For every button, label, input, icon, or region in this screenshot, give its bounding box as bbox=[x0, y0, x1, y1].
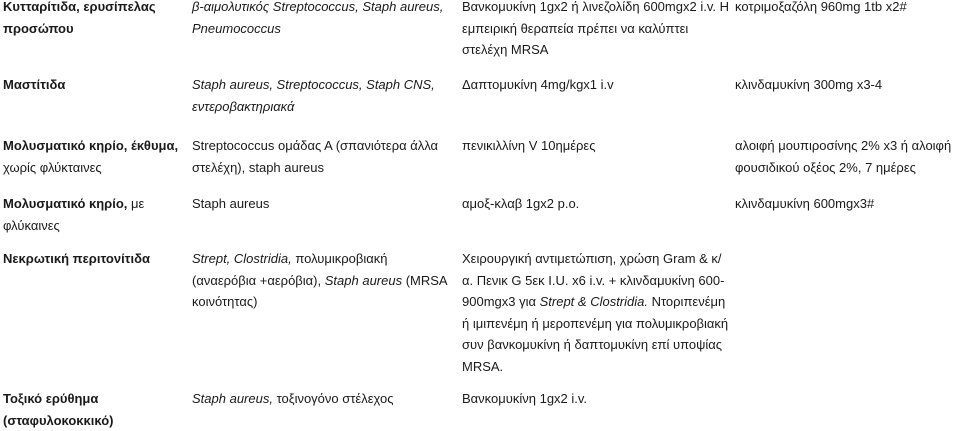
alternative-treatment-cell bbox=[735, 0, 960, 18]
cell-text: (MRSA κοινότητας) bbox=[192, 272, 447, 309]
cell-text: Νεκρωτική περιτονίτιδα bbox=[3, 251, 150, 266]
alternative-treatment-cell bbox=[735, 193, 960, 215]
cell-text: Βανκομυκίνη 1gx2 ή λινεζολίδη 600mgx2 i.v. Η εμπειρική θεραπεία πρέπει να καλύπτει στελέχη MRSA bbox=[462, 0, 729, 57]
cell-text: κλινδαμυκίνη 600mgx3# bbox=[735, 196, 875, 211]
pathogen-cell bbox=[192, 248, 454, 313]
condition-cell bbox=[3, 74, 183, 96]
cell-text: Staph aureus bbox=[324, 272, 403, 288]
condition-cell bbox=[3, 135, 183, 178]
pathogen-cell bbox=[192, 135, 454, 178]
cell-text: Strept, Clostridia, bbox=[192, 251, 292, 266]
cell-text: Staph aureus bbox=[192, 196, 270, 211]
cell-text: Ντοριπενέμη ή ιμιπενέμη ή μεροπενέμη για πολυμικροβιακή συν βανκομυκίνη ή δαπτομυκίνη επί υποψίας MRSA. bbox=[462, 294, 729, 374]
cell-text: Staph aureus, bbox=[192, 391, 273, 406]
cell-text: Μαστίτιδα bbox=[3, 77, 66, 92]
pathogen-cell bbox=[192, 193, 454, 215]
cell-text: Βανκομυκίνη 1gx2 i.v. bbox=[462, 391, 588, 406]
cell-text: πολυμικροβιακή (αναερόβια +αερόβια), bbox=[192, 251, 388, 288]
cell-text: με φλύκαινες bbox=[3, 196, 145, 233]
cell-text: β-αιμολυτικός Streptococcus, Staph aureus, Pneumococcus bbox=[192, 0, 444, 36]
first-line-treatment-cell bbox=[462, 248, 730, 377]
cell-text: Staph aureus, Streptococcus, Staph CNS, εντεροβακτηριακά bbox=[192, 77, 435, 114]
cell-text: Streptococcus ομάδας Α (σπανιότερα άλλα στελέχη), staph aureus bbox=[192, 138, 439, 175]
first-line-treatment-cell bbox=[462, 0, 730, 61]
cell-text: Μολυσματικό κηρίο, έκθυμα, bbox=[3, 138, 179, 153]
cell-text: αμοξ-κλαβ 1gx2 p.o. bbox=[462, 196, 580, 211]
alternative-treatment-cell bbox=[735, 135, 960, 178]
condition-cell bbox=[3, 0, 183, 39]
pathogen-cell bbox=[192, 0, 454, 39]
cell-text: Δαπτομυκίνη 4mg/kgx1 i.v bbox=[462, 77, 614, 92]
alternative-treatment-cell bbox=[735, 74, 960, 96]
cell-text: Κυτταρίτιδα, ερυσίπελας προσώπου bbox=[3, 0, 156, 36]
cell-text: Μολυσματικό κηρίο, bbox=[3, 196, 128, 211]
condition-cell bbox=[3, 248, 183, 270]
cell-text: τοξινογόνο στέλεχος bbox=[272, 391, 394, 406]
cell-text: κοτριμοξαζόλη 960mg 1tb x2# bbox=[735, 0, 907, 14]
cell-text: Strept & Clostridia. bbox=[539, 294, 648, 309]
condition-cell bbox=[3, 193, 183, 236]
cell-text: αλοιφή μουπιροσίνης 2% x3 ή αλοιφή φουσιδικού οξέος 2%, 7 ημέρες bbox=[735, 138, 952, 175]
cell-text: Χειρουργική αντιμετώπιση, χρώση Gram & κ/α. Πενικ G 5εκ I.U. x6 i.v. + κλινδαμυκίνη 600-900mgx3 για bbox=[462, 251, 725, 309]
condition-cell bbox=[3, 388, 183, 431]
cell-text: Τοξικό ερύθημα (σταφυλοκοκκικό) bbox=[3, 391, 114, 428]
cell-text: κλινδαμυκίνη 300mg x3-4 bbox=[735, 77, 883, 92]
first-line-treatment-cell bbox=[462, 388, 730, 410]
first-line-treatment-cell bbox=[462, 135, 730, 157]
first-line-treatment-cell bbox=[462, 74, 730, 96]
first-line-treatment-cell bbox=[462, 193, 730, 215]
cell-text: πενικιλλίνη V 10ημέρες bbox=[462, 138, 596, 153]
cell-text: χωρίς φλύκταινες bbox=[3, 159, 102, 175]
pathogen-cell bbox=[192, 74, 454, 117]
pathogen-cell bbox=[192, 388, 454, 410]
